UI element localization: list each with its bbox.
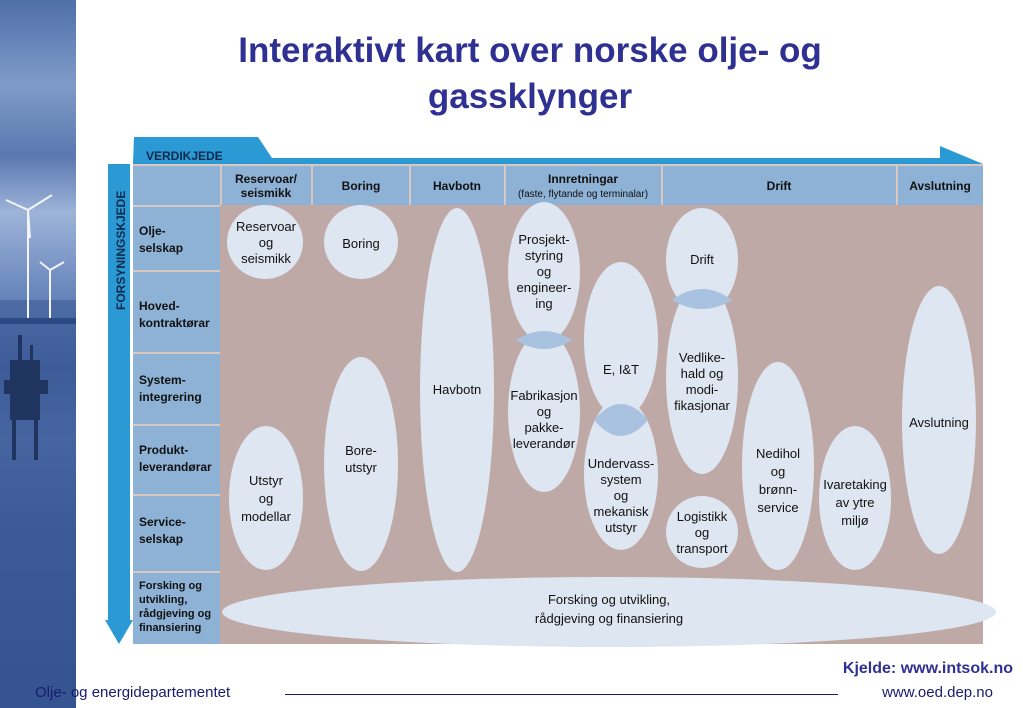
- cluster-label: av ytre: [835, 495, 875, 510]
- cluster-label: Utstyr: [249, 473, 283, 488]
- cluster-label: system: [600, 472, 642, 487]
- cluster-label: og: [258, 491, 274, 506]
- column-headers: [133, 166, 983, 205]
- row-label: Hoved-: [139, 299, 180, 313]
- cluster-label: Drift: [690, 252, 714, 267]
- row-label: Service-: [139, 515, 186, 529]
- row-label: Olje-: [139, 224, 166, 238]
- cluster-label: og: [694, 525, 710, 540]
- cluster-label: Forsking og utvikling,: [547, 592, 671, 607]
- column-label: Avslutning: [909, 179, 971, 193]
- cluster-label: Prosjekt-: [518, 232, 570, 247]
- cluster-label: Nedihol: [755, 446, 801, 461]
- cluster-label: Reservoar: [236, 219, 296, 234]
- value-chain-arrow: [133, 137, 983, 164]
- cluster-label: og: [770, 464, 786, 479]
- cluster-label: styring: [524, 248, 564, 263]
- cluster-label: transport: [676, 541, 728, 556]
- cluster-label: hald og: [680, 366, 724, 381]
- cluster-label: Havbotn: [432, 382, 482, 397]
- footer-divider: [285, 694, 838, 695]
- row-label: utvikling,: [139, 594, 188, 606]
- column-label: Reservoar/: [234, 172, 298, 186]
- row-label: System-: [139, 373, 186, 387]
- column-label: Boring: [341, 179, 381, 193]
- cluster-label: rådgjeving og finansiering: [534, 611, 684, 626]
- cluster-label: Avslutning: [909, 415, 969, 430]
- cluster-label: utstyr: [345, 460, 377, 475]
- cluster-label: brønn-: [758, 482, 798, 497]
- footer-website: www.oed.dep.no: [882, 684, 993, 701]
- row-label: kontraktørar: [139, 316, 210, 330]
- row-label: Forsking og: [139, 580, 202, 592]
- row-label: leverandørar: [139, 460, 212, 474]
- cluster-label: fikasjonar: [674, 398, 730, 413]
- value-chain-label: VERDIKJEDE: [146, 149, 223, 163]
- page-title: Interaktivt kart over norske olje- og gassklynger: [238, 31, 822, 116]
- cluster-label: ing: [535, 296, 553, 311]
- cluster-label: og: [536, 264, 552, 279]
- row-label: rådgjeving og: [139, 608, 212, 620]
- cluster-eit-shape: [584, 262, 658, 418]
- cluster-label: Ivaretaking: [823, 477, 887, 492]
- column-label: Innretningar: [547, 172, 619, 186]
- supply-chain-arrow: [105, 164, 133, 644]
- row-label: finansiering: [139, 622, 202, 634]
- source-credit: Kjelde: www.intsok.no: [842, 660, 1013, 677]
- cluster-label: engineer-: [516, 280, 572, 295]
- cluster-label: leverandør: [512, 436, 576, 451]
- cluster-label: Vedlike-: [678, 350, 726, 365]
- column-sublabel: (faste, flytande og terminalar): [517, 189, 649, 200]
- cluster-label: og: [536, 404, 552, 419]
- cluster-label: mekanisk: [593, 504, 649, 519]
- cluster-label: seismikk: [241, 251, 291, 266]
- row-header-oljeselskap: [133, 207, 220, 270]
- cluster-label: Undervass-: [587, 456, 655, 471]
- row-label: selskap: [139, 241, 184, 255]
- cluster-label: og: [258, 235, 274, 250]
- row-label: integrering: [139, 390, 202, 404]
- cluster-label: modellar: [241, 509, 291, 524]
- column-label: Havbotn: [433, 179, 481, 193]
- footer-ministry: Olje- og energidepartementet: [35, 684, 231, 701]
- row-label: Produkt-: [139, 443, 189, 457]
- cluster-label: miljø: [841, 513, 869, 528]
- cluster-label: pakke-: [524, 420, 564, 435]
- cluster-label: E, I&T: [602, 362, 640, 377]
- column-label: seismikk: [240, 186, 292, 200]
- supply-chain-label: FORSYNINGSKJEDE: [114, 190, 128, 310]
- cluster-label: service: [757, 500, 799, 515]
- cluster-label: og: [613, 488, 629, 503]
- cluster-label: Logistikk: [676, 509, 728, 524]
- cluster-label: Fabrikasjon: [510, 388, 578, 403]
- row-label: selskap: [139, 532, 184, 546]
- row-header-systemintegrering: [133, 354, 220, 424]
- cluster-label: Bore-: [345, 443, 377, 458]
- column-label: Drift: [766, 179, 792, 193]
- cluster-label: Boring: [342, 236, 380, 251]
- cluster-label: utstyr: [605, 520, 637, 535]
- cluster-label: modi-: [685, 382, 719, 397]
